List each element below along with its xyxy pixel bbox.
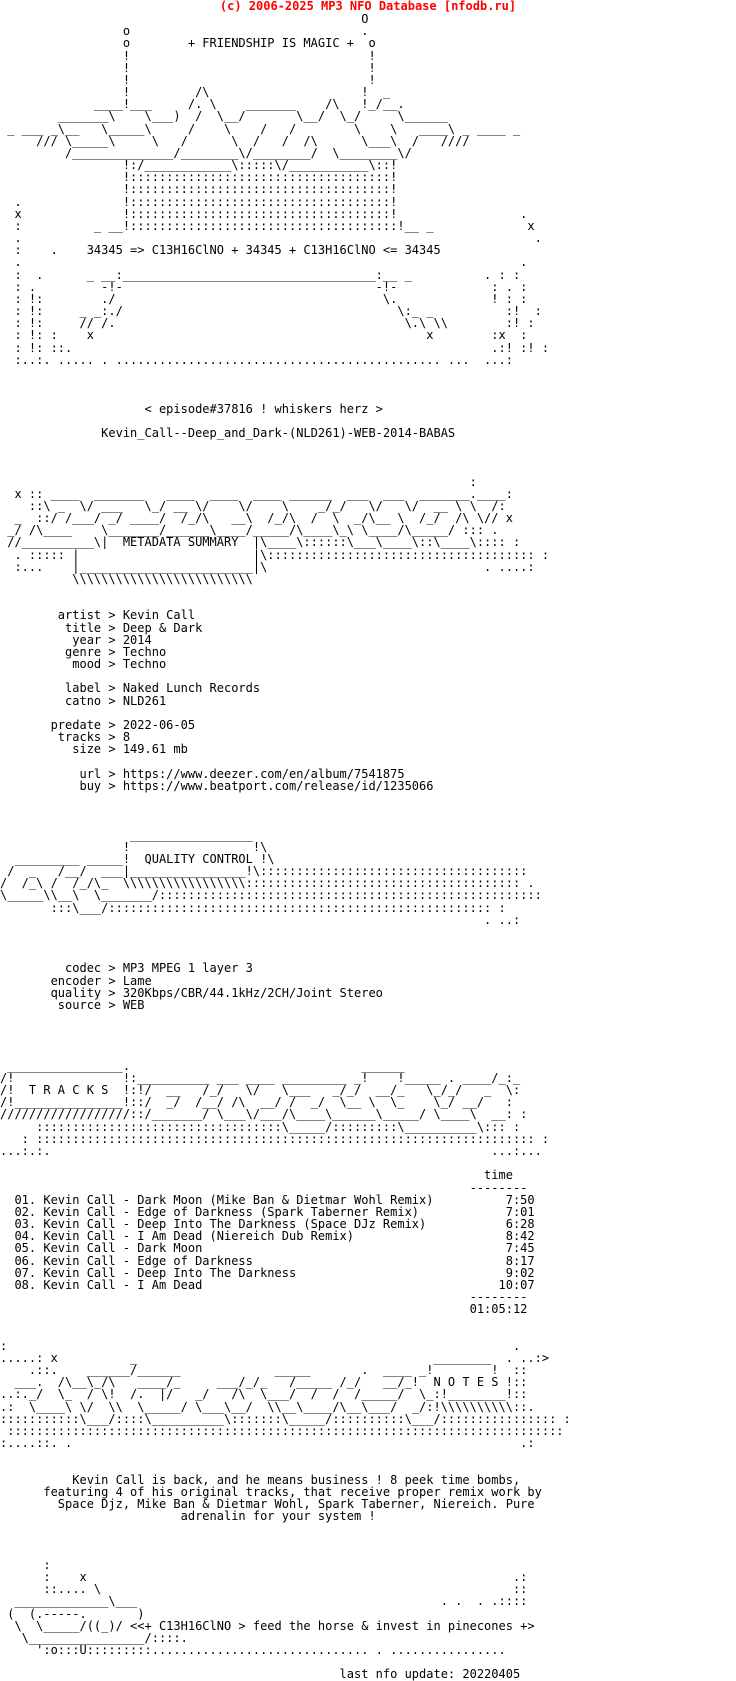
nfo-line: _ ::/ /___/ _/ ____/ /_/\ __\ /_/\ / \ _/\__ \ /_/ /\ \// x [0, 511, 513, 526]
nfo-line: 04. Kevin Call - I Am Dead (Niereich Dub Remix) 8:42 [0, 1229, 535, 1244]
nfo-line: !::::::::::::::::::::::::::::::::::::! [0, 182, 398, 197]
nfo-line [0, 804, 736, 816]
nfo-line: Space Djz, Mike Ban & Dietmar Wohl, Spark Taberner, Niereich. Pure [0, 1496, 535, 1511]
nfo-line: ! !\ [0, 839, 268, 854]
nfo-line [0, 1461, 736, 1473]
nfo-line [0, 1315, 736, 1327]
nfo-line: : . [0, 1338, 521, 1353]
nfo-line: label > Naked Lunch Records [0, 681, 261, 696]
nfo-line: /// \_____\ \ / \ / / /\ \___\ / //// [0, 133, 470, 148]
nfo-line: ! /\ ! _ [0, 85, 391, 100]
nfo-line: . . [0, 231, 542, 246]
nfo-line [0, 1035, 736, 1047]
nfo-line: _______\ \___) / \__/ \__/ \_/ \______ [0, 109, 448, 124]
nfo-line: featuring 4 of his original tracks, that receive proper remix work by [0, 1484, 542, 1499]
nfo-line: : !: _ _:./ \:_ _ :! : [0, 304, 542, 319]
nfo-line: \\\\\\\\\\\\\\\\\\\\\\\\\ [0, 571, 253, 586]
nfo-line: ___. /\__\_/\ ____/_ ___/_/_ /_____ /_/ __/_! N O T E S !:: [0, 1375, 528, 1390]
nfo-line: O [0, 13, 369, 26]
nfo-line: : . 34345 => C13H16ClNO + 34345 + C13H16ClNO <= 34345 [0, 243, 441, 258]
nfo-line: _________ _____! QUALITY CONTROL !\ [0, 851, 275, 866]
nfo-line [0, 366, 736, 378]
nfo-line: ..:._/ \_ / \! /. |/ _/ /\ \___/ / / /_____/ \_:!________!:: [0, 1387, 528, 1402]
nfo-line: ! ! [0, 60, 376, 75]
nfo-line: -------- [0, 1180, 528, 1195]
nfo-line: : !: ::. .:! :! : [0, 340, 550, 355]
nfo-line: 07. Kevin Call - Deep Into The Darkness 9:02 [0, 1265, 535, 1280]
nfo-line: : ::::::::::::::::::::::::::::::::::::::::::::::::::::::::::::::::::::: : [0, 1131, 550, 1146]
nfo-line [0, 1656, 736, 1668]
nfo-line [0, 1023, 736, 1035]
nfo-line: .....: x _ ________ . ..:> [0, 1350, 550, 1365]
nfo-line: codec > MP3 MPEG 1 layer 3 [0, 961, 253, 976]
nfo-line: ::.... \ :: [0, 1582, 528, 1597]
nfo-line: predate > 2022-06-05 [0, 717, 196, 732]
nfo-line: artist > Kevin Call [0, 608, 196, 623]
nfo-line: .::. ______/______ _____ . ____ _! ! :: [0, 1363, 528, 1378]
nfo-line: 01:05:12 [0, 1302, 528, 1317]
nfo-line: : . _ __:___________________________________:__ _ . : : [0, 267, 521, 282]
copyright-banner[interactable]: (c) 2006-2025 MP3 NFO Database [nfodb.ru] [219, 0, 517, 13]
nfo-line: !::::::::::::::::::::::::::::::::::::! [0, 170, 398, 185]
nfo-line [0, 585, 736, 597]
nfo-line: : !: // /. \.\ \\ :! : [0, 316, 535, 331]
nfo-line: ::::::::::::::::::::::::::::::::::::::::::::::::::::::::::::::::::::::::::::: [0, 1423, 564, 1438]
nfo-line: title > Deep & Dark [0, 620, 203, 635]
nfo-line: : !: : x x :x : [0, 328, 528, 343]
nfo-line: source > WEB [0, 997, 145, 1012]
nfo-line: url > https://www.deezer.com/en/album/7541875 [0, 766, 405, 781]
nfo-line [0, 1534, 736, 1546]
nfo-line [0, 378, 736, 390]
nfo-line [0, 755, 736, 767]
nfo-line: ...:.:. ...:... [0, 1143, 542, 1158]
nfo-line [0, 938, 736, 950]
nfo-line: o + FRIENDSHIP IS MAGIC + o [0, 36, 376, 51]
nfo-line: /!_______________!::/ _/ /__/ /\ __/ / _/ \__ \ \_ \_/ __/ : [0, 1095, 513, 1110]
nfo-line [0, 1048, 736, 1060]
nfo-line: buy > https://www.beatport.com/release/id/1235066 [0, 778, 434, 793]
nfo-line: //__________\| METADATA SUMMARY |\____\::::::\___\____\::\____\:::: : [0, 535, 521, 550]
nfo-line: _ ___ _\__ \_____\ / \ / / \ \ ____\ _ ____ _ [0, 121, 521, 136]
nfo-line: ________________. ______ [0, 1058, 405, 1073]
nfo-line: _________________ [0, 827, 253, 842]
nfo-line: last nfo update: 20220405 [0, 1667, 521, 1681]
nfo-line: 03. Kevin Call - Deep Into The Darkness (Space DJz Remix) 6:28 [0, 1217, 535, 1232]
nfo-line: \_____\\__\ \_______/::::::::::::::::::::::::::::::::::::::::::::::::::::: [0, 888, 542, 903]
nfo-line: /! T R A C K S !:!/ __ /_/ \/ \___ _/_/ __/_ \_/_/ _ \: [0, 1083, 521, 1098]
nfo-line [0, 439, 736, 451]
nfo-line: 06. Kevin Call - Edge of Darkness 8:17 [0, 1253, 535, 1268]
nfo-line: :..:. ..... . ............................................. ... ...: [0, 352, 513, 367]
nfo-line: o . [0, 24, 369, 39]
nfo-line: . !::::::::::::::::::::::::::::::::::::! [0, 194, 398, 209]
nfo-line: -------- [0, 1290, 528, 1305]
nfo-line: .: \____\ \/ \\ \_____/ \___\__/ \\__\____/\__\___/ _/:!\\\\\\\\\\::. [0, 1399, 535, 1414]
nfo-line: genre > Techno [0, 644, 167, 659]
nfo-line: _____________\___ . . . .:::: [0, 1594, 528, 1609]
nfo-line [0, 1011, 736, 1023]
nfo-line: ! ! [0, 48, 376, 63]
nfo-line [0, 390, 736, 402]
nfo-line: : x .: [0, 1570, 528, 1584]
nfo-line: /! !:__________ ___ ____ _________ _! !_____ . ____/_:_ [0, 1070, 521, 1085]
nfo-line: Kevin Call is back, and he means business ! 8 peek time bombs, [0, 1472, 521, 1487]
nfo-line: :... |________________________|\ . ....: [0, 559, 535, 574]
nfo-line [0, 926, 736, 938]
nfo-line: :::::::::::\___/::::\__________\:::::::\_____/::::::::::\___/:::::::::::::::: : [0, 1411, 571, 1426]
nfo-line: adrenalin for your system ! [0, 1509, 376, 1524]
nfo-line: mood > Techno [0, 657, 167, 672]
nfo-line: \________________/::::. [0, 1630, 188, 1645]
nfo-line: x :: ____ _______ ____ ____ ____ ______ ___ ___ _______.____: [0, 486, 513, 501]
nfo-line: ! ! [0, 72, 376, 87]
nfo-line: : !: ./ \. ! : : [0, 291, 528, 306]
nfo-line [0, 1449, 736, 1461]
nfo-line: !:/____________\:::::\/___________\::! [0, 158, 398, 173]
nfo-line [0, 451, 736, 463]
nfo-line: tracks > 8 [0, 730, 131, 745]
nfo-line: time [0, 1168, 513, 1183]
nfo-line: \ \_____/((_)/ <<+ C13H16ClNO > feed the horse & invest in pinecones +> [0, 1618, 535, 1633]
nfo-line: . ::::: | |\::::::::::::::::::::::::::::::::::::: : [0, 547, 550, 562]
nfo-line: encoder > Lame [0, 973, 152, 988]
nfo-line [0, 1547, 736, 1559]
nfo-line: . ..: [0, 912, 521, 927]
nfo-line: : . -!- -!- : . : [0, 279, 528, 294]
nfo-line [0, 792, 736, 804]
nfo-line: 01. Kevin Call - Dark Moon (Mike Ban & Dietmar Wohl Remix) 7:50 [0, 1192, 535, 1207]
nfo-line: < episode#37816 ! whiskers herz > [0, 401, 383, 416]
nfo-line: //////////////////::/_______/ \___\/___/\____\______\_____/ \____\ __: : [0, 1107, 528, 1122]
nfo-line [0, 816, 736, 828]
nfo-line: / /_\ / /_/\_ \\\\\\\\\\\\\\\\\:::::::::::::::::::::::::::::::::::::: . [0, 876, 535, 891]
nfo-line: ( (.-----. ) [0, 1606, 145, 1621]
nfo-line: ':o:::U:::::::::.............................. . ................ [0, 1643, 506, 1658]
nfo-line [0, 463, 736, 475]
nfo-line: . . [0, 255, 528, 270]
nfo-line: 02. Kevin Call - Edge of Darkness (Spark Taberner Remix) 7:01 [0, 1204, 535, 1219]
nfo-line: ::\ _ \/ ___ \_/ __ \/ \/ \ _/_/ \/ \/ __ \ \ /: [0, 498, 506, 513]
nfo-text-block [0, 13, 736, 1681]
nfo-line: 05. Kevin Call - Dark Moon 7:45 [0, 1241, 535, 1256]
nfo-line: Kevin_Call--Deep_and_Dark-(NLD261)-WEB-2014-BABAS [0, 425, 456, 440]
nfo-line: 08. Kevin Call - I Am Dead 10:07 [0, 1277, 535, 1292]
nfo-line: :::\___/::::::::::::::::::::::::::::::::::::::::::::::::::::: : [0, 900, 506, 915]
nfo-line: year > 2014 [0, 632, 152, 647]
nfo-line: ____!___ /. \ _______ /\ !_/__. [0, 97, 405, 112]
nfo-line: : _ __!:::::::::::::::::::::::::::::::::::::!__ _ x [0, 218, 535, 233]
nfo-line: quality > 320Kbps/CBR/44.1kHz/2CH/Joint Stereo [0, 985, 383, 1000]
nfo-line: :....::. . .: [0, 1436, 535, 1451]
nfo-line: / _ /__/ ___|________________!\::::::::::::::::::::::::::::::::::::: [0, 864, 528, 879]
nfo-line: x !::::::::::::::::::::::::::::::::::::! . [0, 206, 528, 221]
nfo-line: : [0, 1557, 51, 1572]
nfo-line: : [0, 474, 477, 489]
nfo-line: /______________/________\/________/ \________\/ [0, 145, 412, 160]
nfo-line [0, 1522, 736, 1534]
nfo-line: _/ /\____ \_______/______\____/_____/\____\_\ \____/\_____/ ::: . [0, 523, 499, 538]
nfo-line: ::::::::::::::::::::::::::::::::::\_____/:::::::::\__________\::: : [0, 1119, 521, 1134]
nfo-line: catno > NLD261 [0, 693, 167, 708]
nfo-line [0, 1328, 736, 1340]
nfo-line: size > 149.61 mb [0, 742, 188, 757]
